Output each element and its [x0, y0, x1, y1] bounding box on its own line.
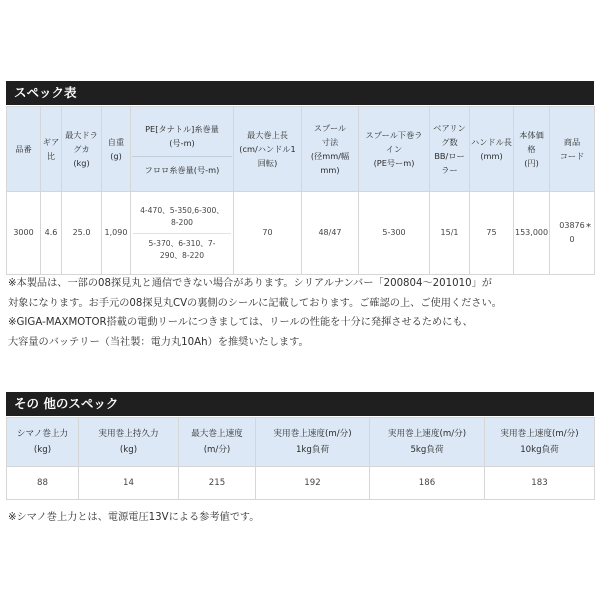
header-line-capacity: PE[タナトル]糸巻量 (号-m) フロロ糸巻量(号-m) [131, 107, 234, 192]
cell-spool-underline: 5-300 [359, 192, 430, 275]
cell-max-drag: 25.0 [62, 192, 102, 275]
header-speed-5kg: 実用巻上速度(m/分) 5kg負荷 [370, 418, 485, 467]
cell-handle-length: 75 [470, 192, 514, 275]
line-fluoro-value: 5-370、6-310、7- 290、8-220 [133, 233, 231, 266]
header-handle-length: ハンドル長 (mm) [470, 107, 514, 192]
cell-max-retrieve: 70 [234, 192, 302, 275]
cell-winding-endurance: 14 [79, 467, 179, 500]
header-gear-ratio: ギア 比 [41, 107, 62, 192]
cell-speed-10kg: 183 [485, 467, 595, 500]
header-max-speed: 最大巻上速度 (m/分) [179, 418, 256, 467]
header-speed-1kg: 実用巻上速度(m/分) 1kg負荷 [256, 418, 370, 467]
cell-max-speed: 215 [179, 467, 256, 500]
header-bearings: ベアリン グ数 BB/ロー ラー [430, 107, 470, 192]
cell-gear-ratio: 4.6 [41, 192, 62, 275]
note-line: ※GIGA-MAXMOTOR搭載の電動リールにつきましては、リールの性能を十分に発揮させるためにも、 [8, 317, 473, 328]
cell-price: 153,000 [514, 192, 550, 275]
note-line: ※本製品は、一部の08探見丸と通信できない場合があります。シリアルナンバー「200804～201010」が [8, 278, 492, 289]
other-header-row [7, 418, 595, 467]
spec-table-title: スペック表 [6, 81, 594, 105]
header-weight: 自重 (g) [102, 107, 131, 192]
note-line: 対象になります。お手元の08探見丸CVの裏側のシールに記載しております。ご確認の上、ご使用ください。 [8, 297, 502, 309]
cell-winding-power: 88 [7, 467, 79, 500]
spec-notes [8, 274, 594, 352]
note-line: ※シマノ巻上力とは、電源電圧13Vによる参考値です。 [8, 512, 260, 523]
line-pe-value: 4-470、5-350,6-300、 8-200 [140, 205, 224, 227]
header-max-retrieve: 最大巻上長 (cm/ハンドル1 回転) [234, 107, 302, 192]
header-speed-10kg: 実用巻上速度(m/分) 10kg負荷 [485, 418, 595, 467]
cell-bearings: 15/1 [430, 192, 470, 275]
spec-table [6, 106, 595, 275]
header-product-code: 商品 コード [550, 107, 595, 192]
other-spec-title: その 他のスペック [6, 392, 594, 416]
cell-speed-5kg: 186 [370, 467, 485, 500]
other-spec-table [6, 417, 595, 500]
other-spec-notes [8, 508, 594, 528]
cell-weight: 1,090 [102, 192, 131, 275]
table-row [7, 467, 595, 500]
header-model: 品番 [7, 107, 41, 192]
cell-model: 3000 [7, 192, 41, 275]
table-row [7, 192, 595, 275]
header-spool-underline: スプール下巻ラ イン (PE号ーm) [359, 107, 430, 192]
header-spool-size: スプール 寸法 (径mm/幅 mm) [302, 107, 359, 192]
header-max-drag: 最大ドラ グカ (kg) [62, 107, 102, 192]
cell-spool-size: 48/47 [302, 192, 359, 275]
header-winding-power: シマノ巻上力 (kg) [7, 418, 79, 467]
cell-product-code: 03876 0 [550, 192, 595, 275]
cell-speed-1kg: 192 [256, 467, 370, 500]
header-price: 本体価 格 (円) [514, 107, 550, 192]
note-line: 大容量のバッテリー（当社製：電力丸10Ah）を推奨いたします。 [8, 336, 309, 348]
cell-line-capacity [131, 192, 234, 275]
header-winding-endurance: 実用巻上持久力 (kg) [79, 418, 179, 467]
overflow-mark: * [586, 222, 591, 233]
spec-header-row [7, 107, 595, 192]
